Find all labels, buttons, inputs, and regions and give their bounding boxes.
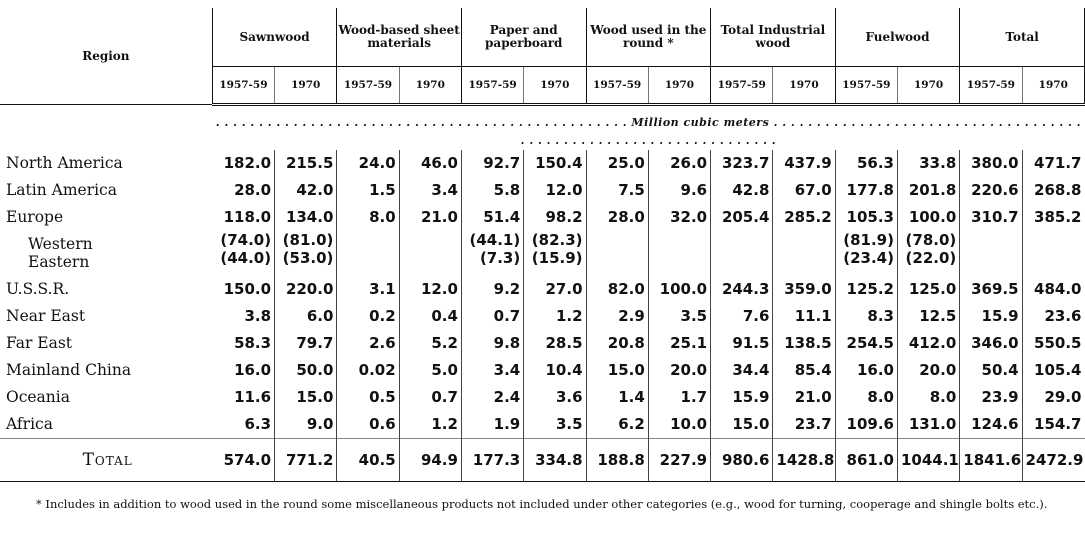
- value-cell: 125.2: [835, 276, 897, 303]
- value-cell: 5.0: [399, 357, 461, 384]
- subregion-value: [590, 249, 645, 267]
- value-cell: 220.6: [960, 177, 1022, 204]
- value-cell: 0.5: [337, 384, 399, 411]
- value-cell: 79.7: [275, 330, 337, 357]
- value-cell: 1.5: [337, 177, 399, 204]
- subregion-value: [776, 231, 831, 249]
- value-cell: 42.0: [275, 177, 337, 204]
- table-row: [0, 330, 1085, 357]
- total-value-cell: 2472.9: [1022, 439, 1084, 482]
- value-cell: 28.0: [212, 177, 274, 204]
- year-header: 1970: [524, 67, 586, 105]
- value-cell: 100.0: [648, 276, 710, 303]
- value-cell: 105.4: [1034, 361, 1082, 379]
- value-cell: 154.7: [1034, 415, 1082, 433]
- value-cell: 0.7: [399, 384, 461, 411]
- value-cell: [337, 231, 399, 276]
- value-cell: 85.4: [773, 357, 835, 384]
- value-cell: 16.0: [835, 357, 897, 384]
- region-name-cell: Africa: [6, 415, 53, 433]
- total-value-cell: 177.3: [461, 439, 523, 482]
- value-cell: 34.4: [711, 357, 773, 384]
- value-cell: 7.5: [586, 177, 648, 204]
- value-cell: 5.2: [399, 330, 461, 357]
- region-name-cell: Mainland China: [6, 361, 132, 379]
- value-cell: 58.3: [212, 330, 274, 357]
- value-cell: 550.5: [1034, 334, 1082, 352]
- year-header: 1957-59: [461, 67, 523, 105]
- subregion-value: (74.0): [220, 231, 272, 249]
- table-row: [0, 231, 1085, 276]
- total-value-cell: 1841.6: [960, 439, 1022, 482]
- value-cell: 0.2: [337, 303, 399, 330]
- total-value-cell: 771.2: [275, 439, 337, 482]
- table-row: [0, 276, 1085, 303]
- region-name-cell: Oceania: [6, 388, 70, 406]
- subregion-value: [963, 249, 1018, 267]
- value-cell: 82.0: [586, 276, 648, 303]
- total-value-cell: 980.6: [711, 439, 773, 482]
- value-cell: 150.0: [212, 276, 274, 303]
- value-cell: 268.8: [1034, 181, 1082, 199]
- total-value-cell: 188.8: [586, 439, 648, 482]
- value-cell: 15.9: [960, 303, 1022, 330]
- subregion-value: [590, 231, 645, 249]
- value-cell: 29.0: [1044, 388, 1082, 406]
- value-cell: 21.0: [773, 384, 835, 411]
- region-name-cell: Far East: [6, 334, 73, 352]
- year-header: 1970: [275, 67, 337, 105]
- table-body: [0, 105, 1085, 482]
- value-cell: [648, 231, 710, 276]
- value-cell: 1.2: [399, 411, 461, 439]
- unit-label: . . . . . . . . . . . . . . . . . . . . . . . . . . . . . . . . . . . . . . . . . . . . . . . . Million cubic meters . . . . . . . . . . . . . . . . . . . . . . . . . . . . . . . . . . . . . . . . . . . . . . . . . . . . . . . . . . . . . . . . . .: [215, 116, 1082, 147]
- value-cell: 138.5: [773, 330, 835, 357]
- value-cell: 380.0: [960, 150, 1022, 177]
- total-value-cell: 1044.1: [897, 439, 959, 482]
- value-cell: 8.0: [835, 384, 897, 411]
- subregion-value: [340, 231, 395, 249]
- total-row: [0, 439, 1085, 482]
- value-cell: 50.0: [275, 357, 337, 384]
- subregion-value: (44.0): [220, 249, 272, 267]
- subregion-value: (7.3): [479, 249, 521, 267]
- value-cell: 125.0: [897, 276, 959, 303]
- value-cell: 150.4: [524, 150, 586, 177]
- subregion-value: (82.3): [531, 231, 583, 249]
- value-cell: 412.0: [897, 330, 959, 357]
- subregion-value: (53.0): [282, 249, 334, 267]
- footnote: * Includes in addition to wood used in the round some miscellaneous products not included under other categories (e.g., wood for turning, cooperage and shingle bolts etc.).: [36, 497, 1048, 511]
- value-cell: [835, 231, 897, 276]
- value-cell: [461, 231, 523, 276]
- value-cell: 10.4: [524, 357, 586, 384]
- value-cell: 215.5: [275, 150, 337, 177]
- region-name-cell: Near East: [6, 307, 86, 325]
- value-cell: 254.5: [835, 330, 897, 357]
- subregion-value: [340, 249, 395, 267]
- value-cell: 15.0: [586, 357, 648, 384]
- total-value-cell: 40.5: [337, 439, 399, 482]
- value-cell: 10.0: [648, 411, 710, 439]
- value-cell: 3.5: [524, 411, 586, 439]
- value-cell: 28.5: [524, 330, 586, 357]
- value-cell: 134.0: [275, 204, 337, 231]
- value-cell: 9.2: [461, 276, 523, 303]
- year-header: 1957-59: [586, 67, 648, 105]
- value-cell: [275, 231, 337, 276]
- subregion-value: [403, 231, 458, 249]
- value-cell: 131.0: [897, 411, 959, 439]
- value-cell: 0.6: [337, 411, 399, 439]
- table-row: [0, 303, 1085, 330]
- value-cell: 1.7: [648, 384, 710, 411]
- subregion-name: Eastern: [28, 253, 90, 271]
- value-cell: 46.0: [399, 150, 461, 177]
- value-cell: 26.0: [648, 150, 710, 177]
- value-cell: [212, 231, 274, 276]
- value-cell: 9.8: [461, 330, 523, 357]
- column-group-header: Wood-based sheet materials: [337, 8, 462, 67]
- value-cell: 6.0: [275, 303, 337, 330]
- year-header: 1970: [897, 67, 959, 105]
- year-header: 1970: [399, 67, 461, 105]
- table-row: [0, 384, 1085, 411]
- value-cell: 5.8: [461, 177, 523, 204]
- value-cell: 100.0: [897, 204, 959, 231]
- value-cell: 0.7: [461, 303, 523, 330]
- value-cell: [586, 231, 648, 276]
- total-value-cell: 94.9: [399, 439, 461, 482]
- value-cell: 118.0: [212, 204, 274, 231]
- value-cell: 3.8: [212, 303, 274, 330]
- value-cell: [711, 231, 773, 276]
- value-cell: 346.0: [960, 330, 1022, 357]
- value-cell: 50.4: [960, 357, 1022, 384]
- value-cell: 0.02: [337, 357, 399, 384]
- subregion-value: (15.9): [531, 249, 583, 267]
- value-cell: 369.5: [960, 276, 1022, 303]
- value-cell: [1022, 231, 1084, 276]
- subregion-value: (78.0): [905, 231, 957, 249]
- year-header: 1970: [648, 67, 710, 105]
- subregion-value: (22.0): [905, 249, 957, 267]
- wood-consumption-table-container: [0, 8, 1085, 482]
- value-cell: 25.0: [586, 150, 648, 177]
- year-header: 1970: [773, 67, 835, 105]
- value-cell: [524, 231, 586, 276]
- table-row: [0, 150, 1085, 177]
- table-row: [0, 204, 1085, 231]
- wood-consumption-table: [0, 8, 1085, 482]
- value-cell: 12.0: [524, 177, 586, 204]
- region-name-cell: North America: [6, 154, 123, 172]
- value-cell: 33.8: [897, 150, 959, 177]
- value-cell: 23.9: [960, 384, 1022, 411]
- value-cell: 56.3: [835, 150, 897, 177]
- value-cell: 20.8: [586, 330, 648, 357]
- value-cell: 6.3: [212, 411, 274, 439]
- value-cell: 2.4: [461, 384, 523, 411]
- subregion-value: [714, 231, 769, 249]
- value-cell: 177.8: [835, 177, 897, 204]
- subregion-value: [652, 231, 707, 249]
- subregion-name: Western: [28, 235, 93, 253]
- total-value-cell: 1428.8: [773, 439, 835, 482]
- value-cell: 124.6: [960, 411, 1022, 439]
- region-name-cell: [0, 231, 212, 276]
- value-cell: 8.0: [337, 204, 399, 231]
- total-value-cell: 334.8: [524, 439, 586, 482]
- value-cell: 3.4: [461, 357, 523, 384]
- value-cell: 2.6: [337, 330, 399, 357]
- subregion-value: [1026, 231, 1082, 249]
- value-cell: 9.0: [275, 411, 337, 439]
- total-value-cell: 861.0: [835, 439, 897, 482]
- value-cell: 109.6: [835, 411, 897, 439]
- year-header: 1957-59: [212, 67, 274, 105]
- value-cell: 24.0: [337, 150, 399, 177]
- value-cell: 15.9: [711, 384, 773, 411]
- subregion-value: (81.0): [282, 231, 334, 249]
- value-cell: 244.3: [711, 276, 773, 303]
- value-cell: 23.6: [1044, 307, 1082, 325]
- value-cell: 220.0: [275, 276, 337, 303]
- value-cell: 28.0: [586, 204, 648, 231]
- year-header: 1957-59: [337, 67, 399, 105]
- value-cell: 42.8: [711, 177, 773, 204]
- value-cell: 205.4: [711, 204, 773, 231]
- value-cell: 32.0: [648, 204, 710, 231]
- value-cell: 92.7: [461, 150, 523, 177]
- value-cell: 27.0: [524, 276, 586, 303]
- value-cell: 8.0: [897, 384, 959, 411]
- value-cell: 11.6: [212, 384, 274, 411]
- value-cell: 51.4: [461, 204, 523, 231]
- value-cell: 15.0: [711, 411, 773, 439]
- value-cell: 23.7: [773, 411, 835, 439]
- value-cell: 484.0: [1034, 280, 1082, 298]
- subregion-value: [403, 249, 458, 267]
- table-row: [0, 411, 1085, 439]
- value-cell: 1.9: [461, 411, 523, 439]
- value-cell: 25.1: [648, 330, 710, 357]
- year-header: 1957-59: [960, 67, 1022, 105]
- value-cell: 201.8: [897, 177, 959, 204]
- subregion-value: (23.4): [843, 249, 894, 267]
- value-cell: 12.0: [399, 276, 461, 303]
- table-header: [0, 8, 1085, 105]
- value-cell: 2.9: [586, 303, 648, 330]
- subregion-value: [714, 249, 769, 267]
- table-row: [0, 357, 1085, 384]
- value-cell: 7.6: [711, 303, 773, 330]
- value-cell: [897, 231, 959, 276]
- value-cell: 323.7: [711, 150, 773, 177]
- value-cell: 3.1: [337, 276, 399, 303]
- value-cell: 3.5: [648, 303, 710, 330]
- value-cell: 20.0: [648, 357, 710, 384]
- value-cell: 471.7: [1034, 154, 1082, 172]
- subregion-value: [652, 249, 707, 267]
- subregion-value: (81.9): [843, 231, 894, 249]
- value-cell: 3.4: [399, 177, 461, 204]
- value-cell: 359.0: [773, 276, 835, 303]
- value-cell: 67.0: [773, 177, 835, 204]
- value-cell: 12.5: [897, 303, 959, 330]
- value-cell: 11.1: [773, 303, 835, 330]
- value-cell: 9.6: [648, 177, 710, 204]
- value-cell: 6.2: [586, 411, 648, 439]
- value-cell: 105.3: [835, 204, 897, 231]
- value-cell: 91.5: [711, 330, 773, 357]
- value-cell: 16.0: [212, 357, 274, 384]
- value-cell: 310.7: [960, 204, 1022, 231]
- column-group-header: Total Industrial wood: [711, 8, 836, 67]
- value-cell: 20.0: [897, 357, 959, 384]
- subregion-value: [963, 231, 1018, 249]
- column-group-header: Sawnwood: [212, 8, 337, 67]
- subregion-value: (44.1): [469, 231, 521, 249]
- value-cell: 1.4: [586, 384, 648, 411]
- year-header: 1957-59: [711, 67, 773, 105]
- column-group-header: Paper and paperboard: [461, 8, 586, 67]
- total-label: Total: [0, 439, 212, 482]
- total-value-cell: 227.9: [648, 439, 710, 482]
- value-cell: 0.4: [399, 303, 461, 330]
- value-cell: 15.0: [275, 384, 337, 411]
- region-name-cell: Europe: [6, 208, 64, 226]
- value-cell: 385.2: [1034, 208, 1082, 226]
- column-group-header: Wood used in the round *: [586, 8, 711, 67]
- value-cell: 3.6: [524, 384, 586, 411]
- region-column-header: Region: [0, 8, 212, 105]
- value-cell: 285.2: [773, 204, 835, 231]
- column-group-header: Fuelwood: [835, 8, 960, 67]
- value-cell: [960, 231, 1022, 276]
- subregion-value: [776, 249, 831, 267]
- year-header: 1970: [1022, 67, 1084, 105]
- value-cell: 437.9: [773, 150, 835, 177]
- value-cell: 21.0: [399, 204, 461, 231]
- table-row: [0, 177, 1085, 204]
- value-cell: 98.2: [524, 204, 586, 231]
- region-name-cell: U.S.S.R.: [6, 280, 70, 298]
- region-name-cell: Latin America: [6, 181, 117, 199]
- value-cell: 8.3: [835, 303, 897, 330]
- value-cell: 182.0: [212, 150, 274, 177]
- value-cell: [399, 231, 461, 276]
- value-cell: 1.2: [524, 303, 586, 330]
- value-cell: [773, 231, 835, 276]
- column-group-header: Total: [960, 8, 1085, 67]
- total-value-cell: 574.0: [212, 439, 274, 482]
- subregion-value: [1026, 249, 1082, 267]
- year-header: 1957-59: [835, 67, 897, 105]
